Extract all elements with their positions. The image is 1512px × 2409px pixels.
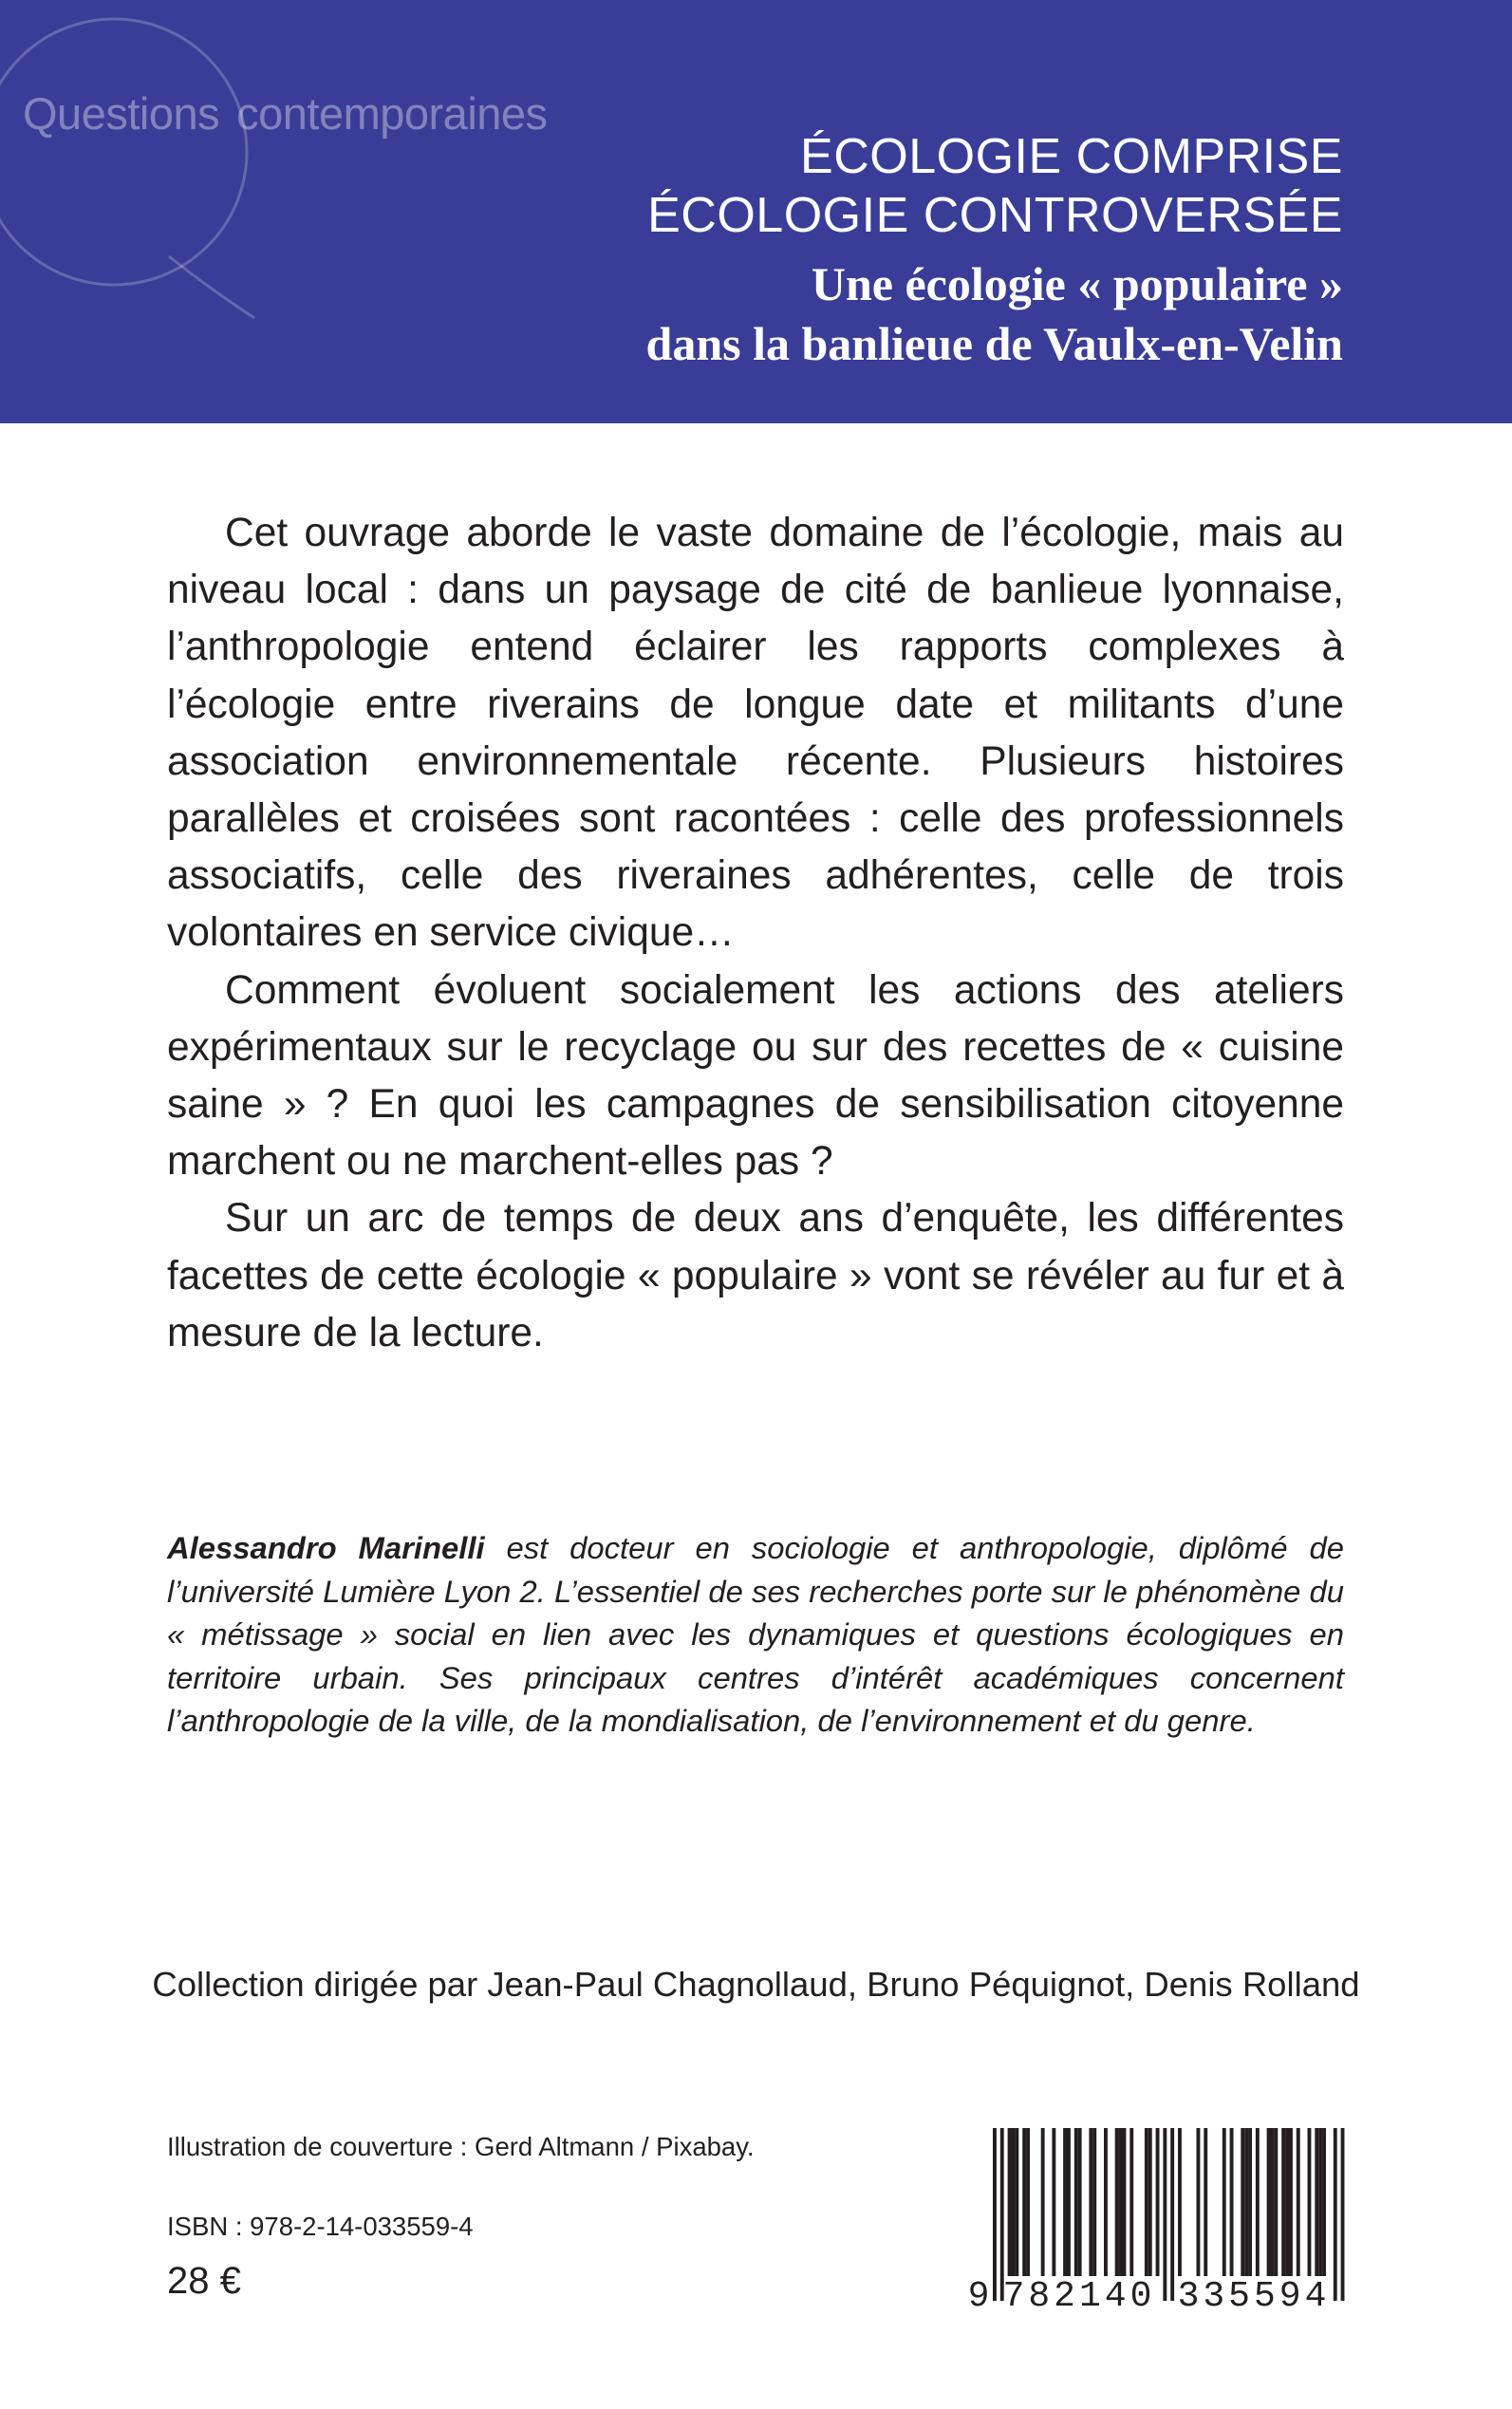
barcode-bar [1063,2128,1067,2276]
barcode-bar [1308,2128,1312,2276]
barcode-bar [1274,2128,1278,2276]
barcode-bar [1281,2128,1285,2276]
price: 28 € [167,2260,241,2302]
barcode-bar [1015,2128,1018,2276]
barcode-bar [1318,2128,1322,2276]
barcode-bar [1230,2128,1234,2276]
barcode-bar [1148,2128,1152,2276]
barcode-bar [1244,2128,1248,2276]
collection-directors: Collection dirigée par Jean-Paul Chagnollaud, Bruno Péquignot, Denis Rolland [152,1965,1360,2004]
barcode-bar [1123,2128,1127,2276]
barcode-bar [1022,2128,1026,2276]
summary-text [167,505,1344,1362]
subtitle-line-2: dans la banlieue de Vaulx-en-Velin [645,317,1343,370]
barcode-bar [1067,2128,1071,2276]
header-band [0,0,1512,423]
summary-paragraph: Comment évoluent socialement les actions des ateliers expérimentaux sur le recyclage ou sur des recettes de « cuisine saine » ? En quoi les campagnes de sensibilisation citoyenne marchent ou ne marchent-elles pas ? [167,967,1344,1185]
barcode-bar [1204,2128,1207,2276]
barcode-bar [1115,2128,1119,2276]
barcode-bar [1092,2128,1096,2276]
barcode-bar [1256,2128,1260,2276]
barcode-bar [1089,2128,1092,2276]
barcode-bar [1322,2128,1326,2276]
barcode-digits-right: 335594 [1177,2276,1331,2317]
barcode-bar [1012,2128,1016,2276]
summary-paragraph: Cet ouvrage aborde le vaste domaine de l’écologie, mais au niveau local : dans un paysage de cité de banlieue lyonnaise, l’anthropologie entend éclairer les rapports complexes à l’écologie entre riverains de longue date et militants d’une association environnementale récente. Plusieurs histoires parallèles et croisées sont racontées : celle des professionnels associatifs, celle des riveraines adhérentes, celle de trois volontaires en service civique… [167,511,1344,956]
author-bio [167,1526,1344,1743]
barcode-bar [1241,2128,1244,2276]
title-line-1: ÉCOLOGIE COMPRISE [800,129,1343,184]
barcode-bar [1170,2128,1174,2301]
author-bio-text: est docteur en sociologie et anthropologie, diplômé de l’université Lumière Lyon 2. L’essentiel de ses recherches porte sur le phénomène du « métissage » social en lien avec les dynamiques et questions écologiques en territoire urbain. Ses principaux centres d’intérêt académiques concernent l’anthropologie de la ville, de la mondialisation, de l’environnement et du genre. [167,1530,1344,1738]
barcode-bar [1248,2128,1252,2276]
barcode-bar [1289,2128,1293,2276]
barcode-bar [1078,2128,1082,2276]
barcode-bar [1341,2128,1345,2301]
illustration-credit: Illustration de couverture : Gerd Altmann / Pixabay. [167,2132,755,2161]
series-word-1: Questions [23,88,220,139]
barcode-bar [1271,2128,1275,2276]
title-line-2: ÉCOLOGIE CONTROVERSÉE [647,188,1343,243]
barcode-bar [1129,2128,1133,2276]
summary-paragraph: Sur un arc de temps de deux ans d’enquête, les différentes facettes de cette écologie « populaire » vont se révéler au fur et à mesure de la lecture. [167,1196,1344,1355]
barcode-bar [1145,2128,1148,2276]
series-word-2: contemporaines [236,88,548,139]
barcode-bar [1104,2128,1108,2276]
barcode-bar [1178,2128,1182,2276]
barcode-bar [1156,2128,1160,2276]
barcode-bar [1197,2128,1201,2276]
barcode-bar [993,2128,997,2301]
barcode-bar [1297,2128,1300,2276]
subtitle-line-1: Une écologie « populaire » [811,257,1343,310]
series-label [23,87,548,140]
barcode-bar [1334,2128,1337,2301]
barcode-bar [1163,2128,1167,2301]
barcode-bar [1000,2128,1004,2301]
barcode-bar [1052,2128,1055,2276]
author-name: Alessandro Marinelli [167,1530,485,1565]
barcode-bar [1285,2128,1289,2276]
barcode-bar [1008,2128,1012,2276]
barcode-digits-left: 782140 [1002,2276,1156,2317]
barcode-bar [1267,2128,1271,2276]
isbn: ISBN : 978-2-14-033559-4 [167,2212,474,2241]
barcode-bar [1026,2128,1030,2276]
barcode-bar [1315,2128,1318,2276]
isbn-barcode [966,2124,1350,2316]
barcode-first-digit: 9 [967,2276,990,2317]
barcode-bar [1119,2128,1123,2276]
barcode-bar [1223,2128,1226,2276]
title-block [646,127,1343,374]
barcode-bar [1074,2128,1078,2276]
barcode-bar [1041,2128,1045,2276]
